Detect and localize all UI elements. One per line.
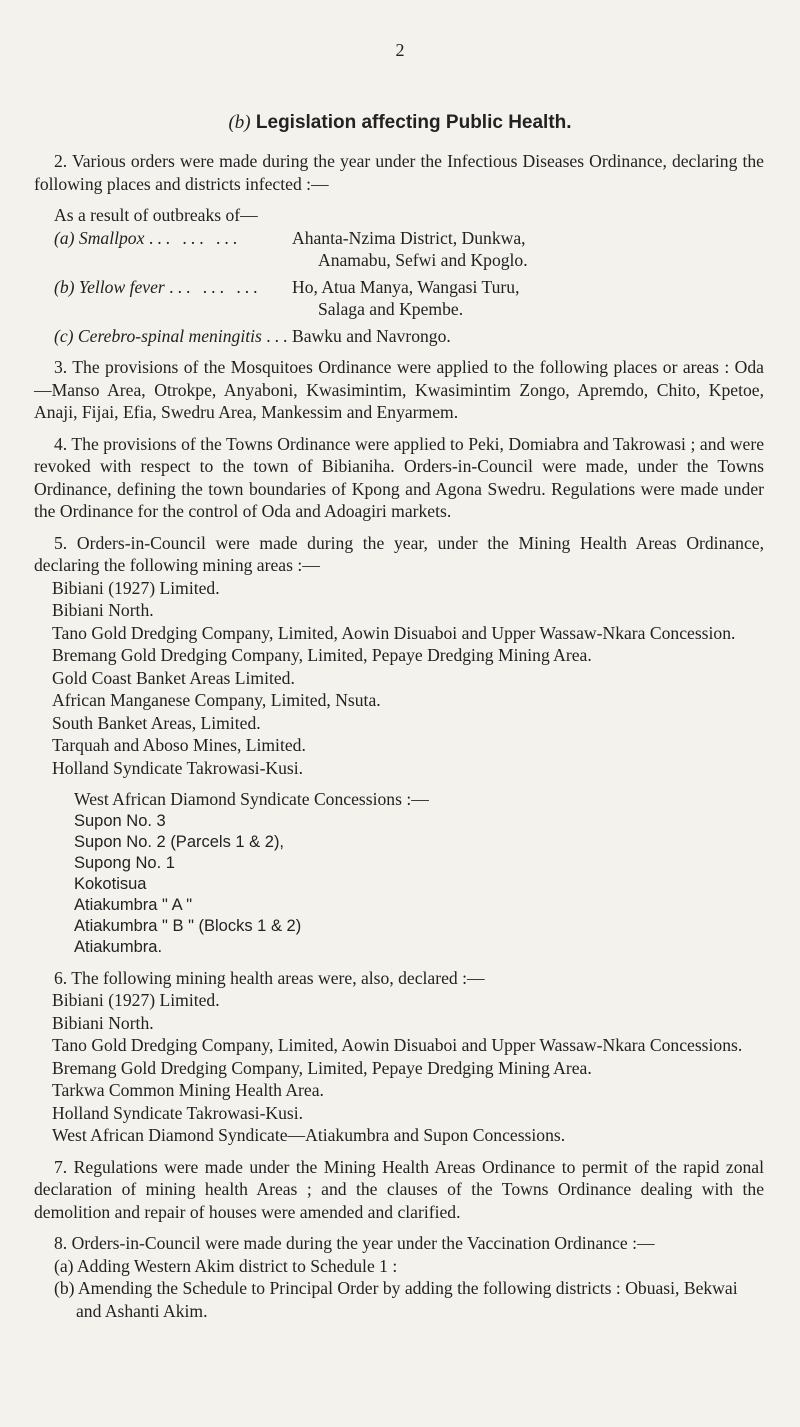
leader-dots: ...: [266, 325, 292, 346]
section-heading: [0, 112, 800, 134]
section-letter: (b): [228, 112, 251, 133]
list-item: Bibiani (1927) Limited.: [52, 990, 220, 1010]
outbreak-entry: [54, 276, 764, 321]
paragraph-3: 3. The provisions of the Mosquitoes Ordinance were applied to the following places or areas : Oda—Manso Area, Otrokpe, Anyaboni, Kwasimintim, Kwasimintim Zongo, Apremdo, Chito, Kpetoe, Anaji, Fijai, Efia, Swedru Area, Mankessim and Enyarmem.: [34, 357, 764, 422]
leader-dots: ... ... ...: [169, 276, 262, 297]
declared-areas-list: [52, 989, 764, 1147]
list-item: Gold Coast Banket Areas Limited.: [52, 667, 295, 688]
list-item: Bremang Gold Dredging Company, Limited, Pepaye Dredging Mining Area.: [52, 1057, 592, 1078]
list-item: Atiakumbra " B " (Blocks 1 & 2): [74, 916, 302, 935]
wad-concessions-list: [74, 811, 764, 958]
list-item: Tano Gold Dredging Company, Limited, Aowin Disuaboi and Upper Wassaw-Nkara Concession.: [52, 622, 736, 643]
list-item: African Manganese Company, Limited, Nsuta.: [52, 690, 381, 710]
document-body: [34, 150, 764, 1322]
outbreak-places-cont: Salaga and Kpembe.: [318, 299, 464, 319]
wad-intro: West African Diamond Syndicate Concessions :—: [74, 789, 429, 809]
outbreak-places: Ho, Atua Manya, Wangasi Turu,: [292, 276, 520, 297]
list-item: (a) Adding Western Akim district to Schedule 1 :: [54, 1255, 398, 1276]
list-item: (b) Amending the Schedule to Principal Order by adding the following districts : Obuasi, Bekwai and Ashanti Akim.: [54, 1278, 738, 1321]
outbreak-entry: [54, 227, 764, 272]
outbreak-places-cont: Anamabu, Sefwi and Kpoglo.: [318, 250, 528, 270]
list-item: Bibiani (1927) Limited.: [52, 577, 220, 598]
outbreak-places: Bawku and Navrongo.: [292, 325, 451, 346]
paragraph-5: 5. Orders-in-Council were made during the year, under the Mining Health Areas Ordinance, declaring the following mining areas :—: [34, 532, 764, 575]
list-item: Tarkwa Common Mining Health Area.: [52, 1080, 324, 1100]
outbreak-entry: [54, 325, 764, 348]
list-item: Atiakumbra.: [74, 937, 163, 956]
paragraph-7: 7. Regulations were made under the Mining Health Areas Ordinance to permit of the rapid zonal declaration of mining health Areas ; and the clauses of the Towns Ordinance dealing with the demolition and repair of houses were amended and clarified.: [34, 1156, 764, 1222]
list-item: Tarquah and Aboso Mines, Limited.: [52, 735, 306, 755]
list-item: Bibiani North.: [52, 600, 154, 620]
list-item: Supon No. 3: [74, 811, 166, 830]
list-item: Holland Syndicate Takrowasi-Kusi.: [52, 1102, 304, 1123]
page-number: 2: [395, 40, 405, 60]
list-item: Supong No. 1: [74, 853, 175, 872]
list-item: Atiakumbra " A ": [74, 895, 193, 914]
vaccination-list: [54, 1255, 764, 1323]
mining-areas-list: [52, 577, 764, 780]
list-item: Tano Gold Dredging Company, Limited, Aowin Disuaboi and Upper Wassaw-Nkara Concessions.: [52, 1035, 743, 1055]
outbreak-label: (c) Cerebro-spinal meningitis: [54, 325, 262, 346]
outbreak-label: (b) Yellow fever: [54, 276, 165, 297]
list-item: Bibiani North.: [52, 1012, 154, 1033]
paragraph-8: 8. Orders-in-Council were made during the year under the Vaccination Ordinance :—: [54, 1233, 655, 1253]
paragraph-2: 2. Various orders were made during the year under the Infectious Diseases Ordinance, declaring the following places and districts infected :—: [34, 151, 764, 194]
list-item: Bremang Gold Dredging Company, Limited, Pepaye Dredging Mining Area.: [52, 645, 592, 665]
outbreak-label: (a) Smallpox: [54, 227, 145, 248]
list-item: Holland Syndicate Takrowasi-Kusi.: [52, 757, 304, 778]
leader-dots: ... ... ...: [148, 227, 242, 248]
paragraph-4: 4. The provisions of the Towns Ordinance were applied to Peki, Domiabra and Takrowasi ; and were revoked with respect to the town of Bibianiha. Orders-in-Council were made, under the Towns Ordinance, defining the town boundaries of Kpong and Agona Swedru. Regulations were made under the Ordinance for the control of Oda and Adoagiri markets.: [34, 433, 764, 521]
paragraph-6: 6. The following mining health areas were, also, declared :—: [54, 967, 485, 988]
outbreak-places: Ahanta-Nzima District, Dunkwa,: [292, 227, 526, 248]
list-item: Kokotisua: [74, 874, 147, 893]
section-title: Legislation affecting Public Health.: [255, 112, 572, 133]
outbreak-intro: As a result of outbreaks of—: [54, 205, 258, 225]
list-item: South Banket Areas, Limited.: [52, 712, 261, 733]
list-item: Supon No. 2 (Parcels 1 & 2),: [74, 832, 285, 851]
list-item: West African Diamond Syndicate—Atiakumbra and Supon Concessions.: [52, 1125, 566, 1145]
